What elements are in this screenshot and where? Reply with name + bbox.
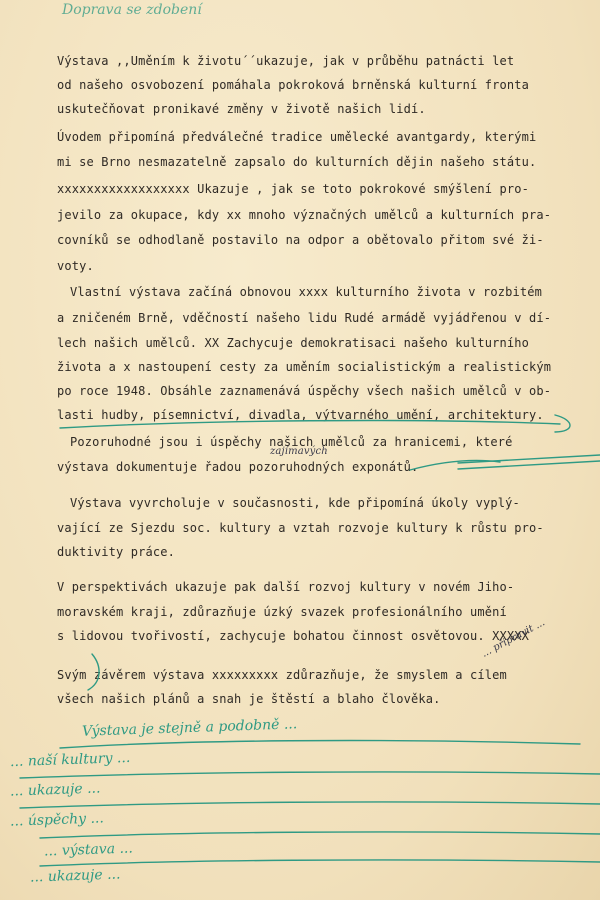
handwritten-line-3: ... ukazuje ... — [9, 780, 101, 800]
typed-line-1: Výstava ,,Uměním k životu´´ukazuje, jak v průběhu patnácti let — [57, 54, 515, 68]
typed-line-15: lasti hudby, písemnictví, divadla, výtvarného umění, architektury. — [57, 408, 544, 422]
typed-line-9: voty. — [57, 259, 94, 273]
typed-line-16: Pozoruhodné jsou i úspěchy našich umělců za hranicemi, které — [70, 435, 513, 449]
typed-line-2: od našeho osvobození pomáhala pokroková brněnská kulturní fronta — [57, 78, 529, 92]
handwritten-line-4: ... úspěchy ... — [9, 810, 105, 830]
typed-line-22: moravském kraji, zdůrazňuje úzký svazek profesionálního umění — [57, 605, 507, 619]
typed-line-7: jevilo za okupace, kdy xx mnoho význačných umělců a kulturních pra- — [57, 208, 552, 222]
typed-line-13: života a x nastoupení cesty za uměním socialistickým a realistickým — [57, 360, 552, 374]
typed-line-6: xxxxxxxxxxxxxxxxxx Ukazuje , jak se toto pokrokové smýšlení pro- — [57, 182, 529, 196]
top-handwritten-note: Doprava se zdobení — [62, 2, 202, 18]
typed-line-11: a zničeném Brně, vděčností našeho lidu Rudé armádě vyjádřenou v dí- — [57, 311, 552, 325]
typed-line-17: výstava dokumentuje řadou pozoruhodných exponátů. — [57, 460, 419, 474]
margin-handwritten-note: ... připravit ... — [480, 617, 547, 660]
typed-line-23: s lidovou tvořivostí, zachycuje bohatou činnost osvětovou. XXXXX — [57, 629, 529, 643]
typed-line-25: všech našich plánů a snah je štěstí a blaho člověka. — [57, 692, 441, 706]
typed-line-4: Úvodem připomíná předválečné tradice umělecké avantgardy, kterými — [57, 130, 537, 144]
typed-line-19: vající ze Sjezdu soc. kultury a vztah rozvoje kultury k růstu pro- — [57, 521, 544, 535]
handwritten-line-5: ... výstava ... — [43, 840, 134, 860]
handwritten-line-2: ... naší kultury ... — [9, 749, 131, 771]
handwritten-line-1: Výstava je stejně a podobně ... — [81, 716, 298, 740]
inserted-word: zajímavých — [270, 446, 328, 457]
handwritten-line-6: ... ukazuje ... — [29, 866, 121, 886]
typed-line-5: mi se Brno nesmazatelně zapsalo do kulturních dějin našeho státu. — [57, 155, 537, 169]
typed-line-18: Výstava vyvrcholuje v současnosti, kde připomíná úkoly vyplý- — [70, 496, 520, 510]
typed-line-10: Vlastní výstava začíná obnovou xxxx kulturního života v rozbitém — [70, 285, 542, 299]
typed-line-8: covníků se odhodlaně postavilo na odpor a obětovalo přitom své ži- — [57, 233, 544, 247]
typed-line-3: uskutečňovat pronikavé změny v životě našich lidí. — [57, 102, 426, 116]
typed-line-24: Svým závěrem výstava xxxxxxxxx zdůrazňuje, že smyslem a cílem — [57, 668, 507, 682]
typed-line-12: lech našich umělců. XX Zachycuje demokratisaci našeho kulturního — [57, 336, 529, 350]
typed-line-21: V perspektivách ukazuje pak další rozvoj kultury v novém Jiho- — [57, 580, 515, 594]
typed-line-14: po roce 1948. Obsáhle zaznamenává úspěchy všech našich umělců v ob- — [57, 384, 552, 398]
typed-line-20: duktivity práce. — [57, 545, 175, 559]
